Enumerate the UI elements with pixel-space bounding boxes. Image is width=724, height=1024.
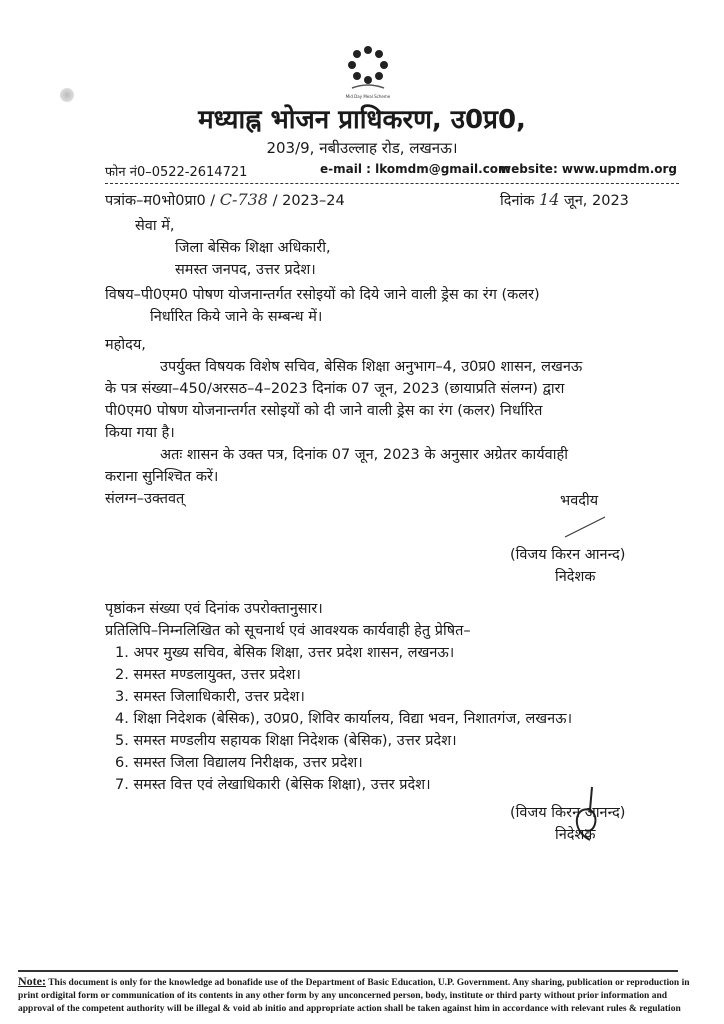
mid-day-meal-logo [338, 42, 398, 102]
seva-me: सेवा में, [135, 218, 175, 234]
addressee-line: समस्त जनपद, उत्तर प्रदेश। [175, 262, 316, 278]
svg-text:Mid Day Meal Scheme: Mid Day Meal Scheme [345, 94, 391, 99]
website: website: www.upmdm.org [500, 162, 678, 176]
note-label: Note: [18, 974, 46, 988]
copy-item: 1. अपर मुख्य सचिव, बेसिक शिक्षा, उत्तर प्रदेश शासन, लखनऊ। [115, 645, 455, 661]
copy-item: 6. समस्त जिला विद्यालय निरीक्षक, उत्तर प्रदेश। [115, 755, 363, 771]
org-title: मध्याह्न भोजन प्राधिकरण, उ0प्र0, [198, 105, 526, 135]
org-address: 203/9, नबीउल्लाह रोड, लखनऊ। [266, 139, 458, 157]
patrank-label: पत्रांक–म0भो0प्रा0 / [105, 193, 216, 209]
signatory-designation: निदेशक [555, 569, 596, 585]
enclosure: संलग्न–उक्तवत् [105, 491, 185, 507]
date-month-year: जून, 2023 [563, 193, 629, 209]
copy-heading: प्रतिलिपि–निम्नलिखित को सूचनार्थ एवं आवश्यक कार्यवाही हेतु प्रेषित– [105, 623, 471, 639]
copy-item: 5. समस्त मण्डलीय सहायक शिक्षा निदेशक (बेसिक), उत्तर प्रदेश। [115, 733, 457, 749]
phone: फोन नं0–0522-2614721 [105, 165, 248, 180]
letter-year: / 2023–24 [272, 193, 345, 209]
salutation: महोदय, [105, 337, 146, 353]
letter-number: C-738 [219, 190, 268, 209]
endorsement-intro: पृष्ठांकन संख्या एवं दिनांक उपरोक्तानुसार। [105, 601, 323, 617]
note-text: This document is only for the knowledge ad bonafide use of the Department of Basic Education, U.P. Government. Any sharing, publication or reproduction in print ordigital form or communication of its contents in any other form by any unconcerned person, body, institute or third party without prior information and approval of the competent authority will be illegal & void ab initio and appropriate action shall be taken against him in accordance with relevant rules & regulation [18, 978, 690, 1014]
copy-item: 7. समस्त वित्त एवं लेखाधिकारी (बेसिक शिक्षा), उत्तर प्रदेश। [115, 777, 431, 793]
copy-item: 4. शिक्षा निदेशक (बेसिक), उ0प्र0, शिविर कार्यालय, विद्या भवन, निशातगंज, लखनऊ। [115, 711, 573, 727]
copy-item: 3. समस्त जिलाधिकारी, उत्तर प्रदेश। [115, 689, 305, 705]
body-line: अतः शासन के उक्त पत्र, दिनांक 07 जून, 2023 के अनुसार अग्रेतर कार्यवाही [160, 447, 568, 463]
signature-stroke [560, 512, 610, 542]
subject-line: निर्धारित किये जाने के सम्बन्ध में। [150, 309, 323, 325]
body-line: किया गया है। [105, 425, 175, 441]
copy-item: 2. समस्त मण्डलायुक्त, उत्तर प्रदेश। [115, 667, 301, 683]
signatory-designation: निदेशक [555, 827, 596, 843]
email: e-mail : lkomdm@gmail.com [320, 162, 511, 176]
footer-rule [18, 970, 678, 972]
date-day: 14 [539, 190, 560, 209]
body-line: पी0एम0 पोषण योजनान्तर्गत रसोइयों को दी जाने वाली ड्रेस का रंग (कलर) निर्धारित [105, 403, 543, 419]
signatory-name: (विजय किरन आनन्द) [510, 547, 626, 563]
addressee-line: जिला बेसिक शिक्षा अधिकारी, [175, 240, 331, 256]
body-line: के पत्र संख्या–450/अरसठ–4–2023 दिनांक 07 जून, 2023 (छायाप्रति संलग्न) द्वारा [105, 381, 565, 397]
signatory-name: (विजय किरन आनन्द) [510, 805, 626, 821]
footer-note [18, 975, 698, 1016]
divider [105, 183, 679, 184]
subject-line: विषय–पी0एम0 पोषण योजनान्तर्गत रसोइयों को दिये जाने वाली ड्रेस का रंग (कलर) [105, 287, 540, 303]
closing: भवदीय [560, 493, 599, 509]
reference-number [105, 190, 345, 210]
body-line: कराना सुनिश्चित करें। [105, 469, 219, 485]
body-line: उपर्युक्त विषयक विशेष सचिव, बेसिक शिक्षा अनुभाग–4, उ0प्र0 शासन, लखनऊ [160, 359, 583, 375]
letter-date [500, 190, 629, 210]
date-label: दिनांक [500, 193, 535, 209]
